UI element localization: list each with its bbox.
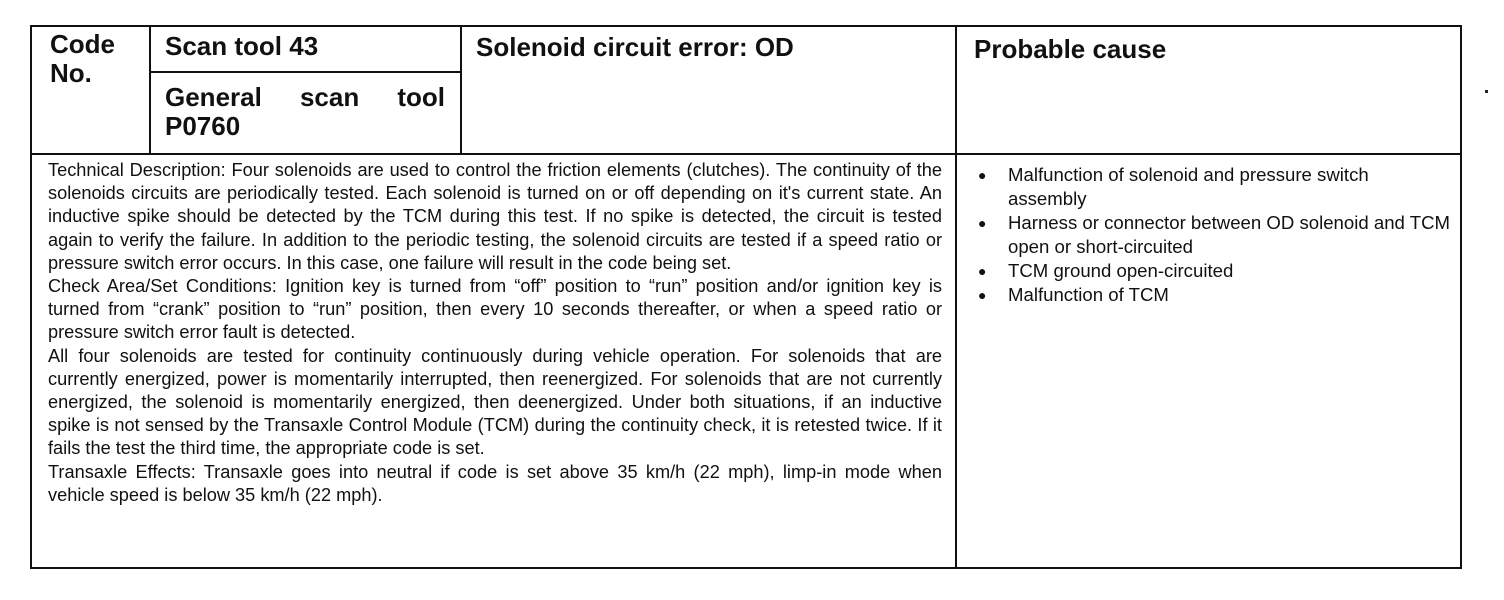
description-paragraph: All four solenoids are tested for continuity continuously during vehicle operation. For solenoids that are currently energized, power is momentarily interrupted, then reenergized. For solenoids that are not currently energized, the solenoid is momentarily energized, then deenergized. Under both situations, if an inductive spike is not sensed by the Transaxle Control Module (TCM) during the continuity check, it is retested twice. If it fails the test the third time, the appropriate code is set.: [48, 345, 942, 459]
description-paragraph: Check Area/Set Conditions: Ignition key is turned from “off” position to “run” position and/or ignition key is turned from “crank” position to “run” position, then every 10 seconds thereafter, or when a speed ratio or pressure switch error fault is detected.: [48, 276, 942, 343]
list-item: ● Harness or connector between OD solenoid and TCM open or short-circuited: [976, 211, 1451, 259]
scan-speck: [1485, 90, 1488, 93]
dtc-title: Solenoid circuit error: OD: [476, 32, 794, 62]
header-divider-1: [149, 27, 151, 155]
header-divider-2: [460, 27, 462, 155]
header-bottom-rule: [32, 153, 1460, 155]
list-item: ● TCM ground open-circuited: [976, 259, 1451, 283]
probable-cause-heading: Probable cause: [974, 34, 1167, 64]
code-no-label: Code No.: [50, 29, 115, 88]
list-item: ● Malfunction of TCM: [976, 283, 1451, 307]
scan-tool-divider: [149, 71, 462, 73]
description-paragraph: Technical Description: Four solenoids are used to control the friction elements (clutches). The continuity of the solenoids circuits are periodically tested. Each solenoid is turned on or off depending on it's current state. An inductive spike should be detected by the TCM during this test. If no spike is detected, the circuit is tested again to verify the failure. In addition to the periodic testing, the solenoid circuits are tested if a speed ratio or pressure switch error occurs. In this case, one failure will result in the code being set.: [48, 160, 942, 273]
general-scan-tool-label: General scan tool P0760: [165, 82, 445, 141]
technical-description: [48, 159, 942, 507]
main-divider: [955, 27, 957, 567]
description-paragraph: Transaxle Effects: Transaxle goes into neutral if code is set above 35 km/h (22 mph), limp-in mode when vehicle speed is below 35 km/h (22 mph).: [48, 461, 942, 505]
diagnostic-code-table: [30, 25, 1462, 569]
scan-tool-43-label: Scan tool 43: [165, 31, 319, 61]
list-item: ● Malfunction of solenoid and pressure switch assembly: [976, 163, 1451, 211]
probable-cause-list: [976, 163, 1451, 307]
